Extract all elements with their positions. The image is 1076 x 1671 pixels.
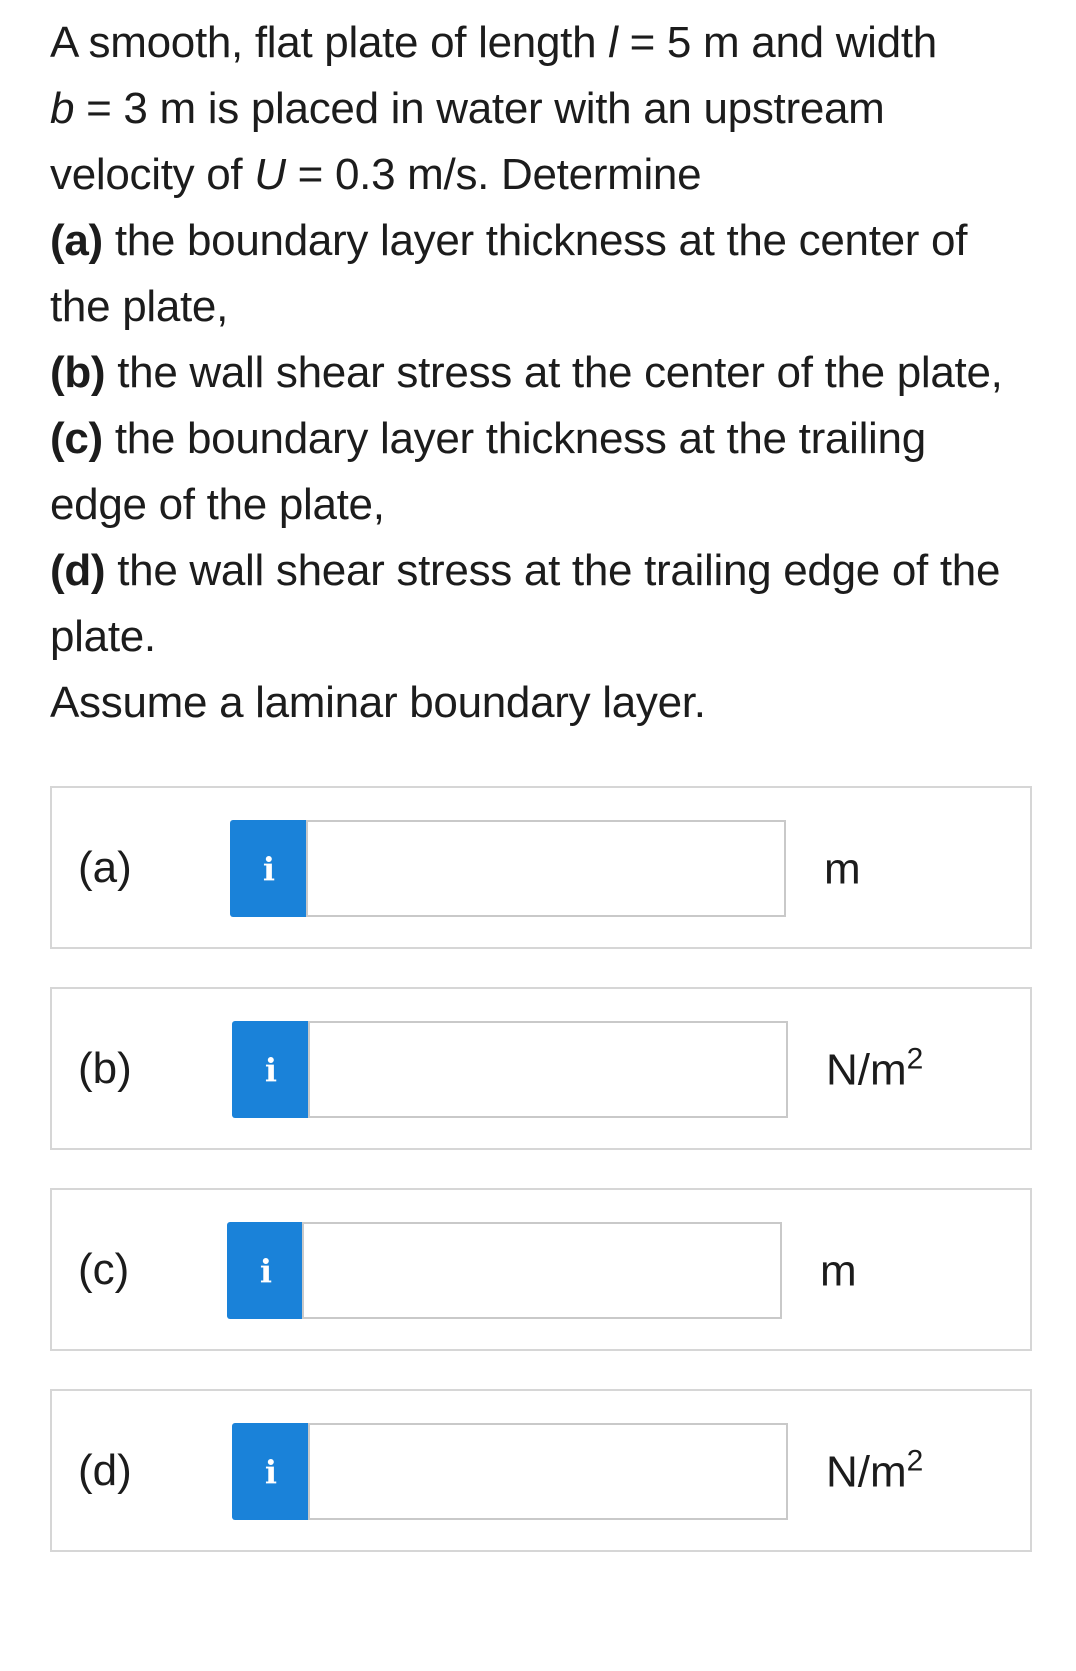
info-icon[interactable]: i	[232, 1423, 310, 1520]
answer-label-b: (b)	[78, 1043, 132, 1093]
answer-input-d[interactable]	[308, 1423, 788, 1520]
intro-text: = 0.3 m/s. Determine	[285, 150, 702, 199]
info-icon[interactable]: i	[227, 1222, 305, 1319]
answer-label-a: (a)	[78, 842, 132, 892]
answer-box-d	[50, 1389, 1032, 1552]
answer-unit-d	[826, 1444, 923, 1497]
answer-label-d: (d)	[78, 1445, 132, 1495]
unit-text: N/m	[826, 1446, 907, 1496]
part-c-description: the boundary layer thickness at the trailing edge of the plate,	[50, 414, 926, 529]
problem-statement	[50, 10, 1030, 736]
assumption-text: Assume a laminar boundary layer.	[50, 678, 706, 727]
info-icon[interactable]: i	[232, 1021, 310, 1118]
answer-unit-b	[826, 1042, 923, 1095]
answer-label-c: (c)	[78, 1244, 130, 1294]
part-c-text	[50, 406, 1030, 538]
answer-input-b[interactable]	[308, 1021, 788, 1118]
answer-box-c	[50, 1188, 1032, 1351]
part-d-description: the wall shear stress at the trailing edge of the plate.	[50, 546, 1001, 661]
part-d-text	[50, 538, 1030, 670]
var-velocity: U	[254, 150, 286, 199]
unit-exponent: 2	[906, 1042, 924, 1076]
var-length: l	[608, 18, 618, 67]
part-a-text	[50, 208, 1030, 340]
part-b-tag: (b)	[50, 348, 106, 397]
intro-text: A smooth, flat plate of length	[50, 18, 609, 67]
intro-text: = 5 m and width	[617, 18, 937, 67]
var-width: b	[50, 84, 75, 133]
part-b-text	[50, 340, 1030, 406]
part-a-description: the boundary layer thickness at the center of the plate,	[50, 216, 968, 331]
answer-unit-a	[824, 841, 861, 894]
part-a-tag: (a)	[50, 216, 103, 265]
intro-text: = 3 m is placed in water with an upstream velocity of	[50, 84, 885, 199]
answer-box-b	[50, 987, 1032, 1150]
part-d-tag: (d)	[50, 546, 106, 595]
info-icon[interactable]: i	[230, 820, 308, 917]
unit-text: N/m	[826, 1044, 907, 1094]
part-b-description: the wall shear stress at the center of the plate,	[105, 348, 1003, 397]
answer-input-c[interactable]	[302, 1222, 782, 1319]
answer-unit-c	[820, 1243, 857, 1296]
unit-text: m	[820, 1245, 857, 1295]
unit-exponent: 2	[906, 1444, 924, 1478]
answer-input-a[interactable]	[306, 820, 786, 917]
answer-box-a	[50, 786, 1032, 949]
problem-intro	[50, 10, 1030, 208]
unit-text: m	[824, 843, 861, 893]
part-c-tag: (c)	[50, 414, 103, 463]
